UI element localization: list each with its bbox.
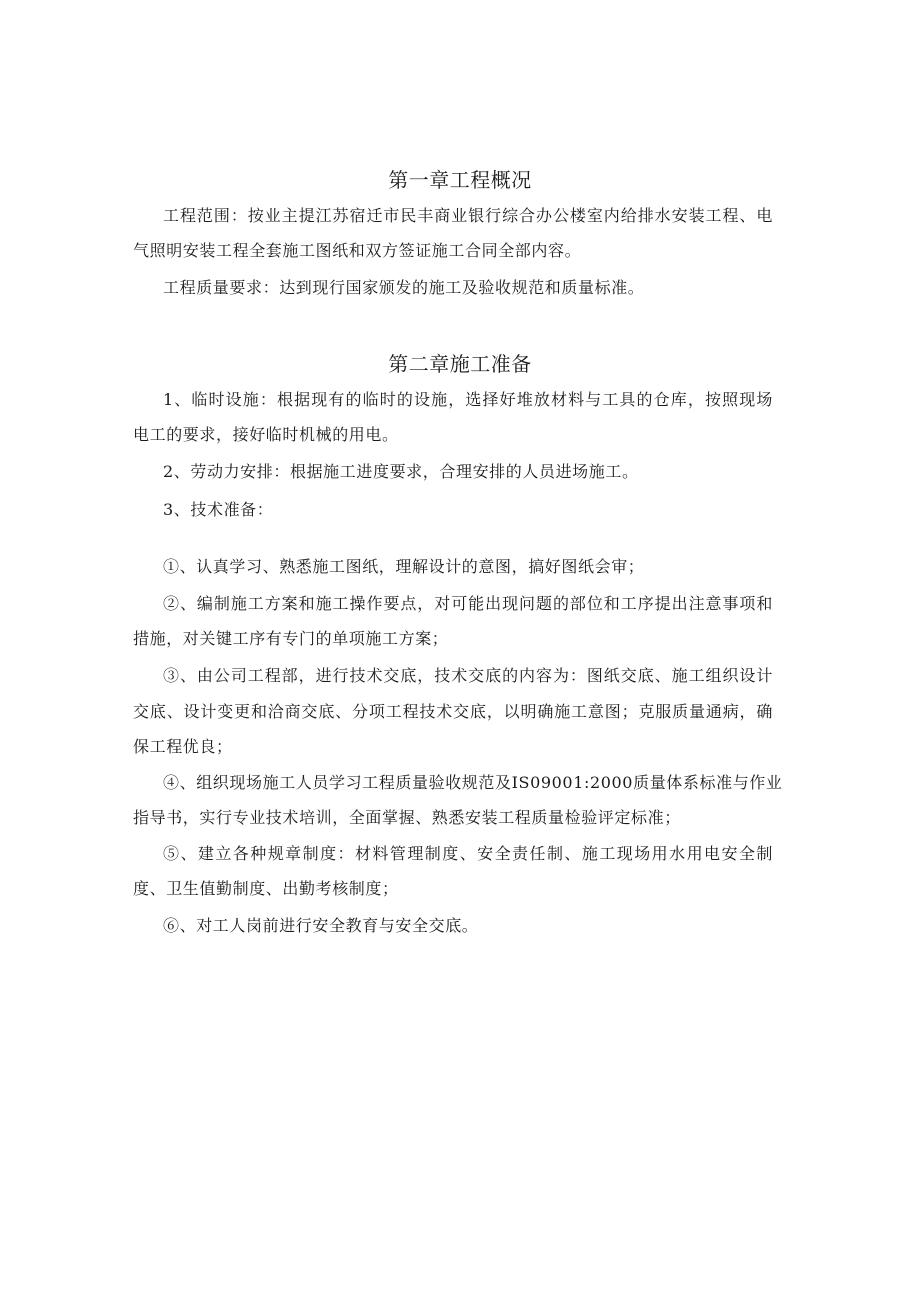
- sub-item-5-line-1: ⑤、建立各种规章制度：材料管理制度、安全责任制、施工现场用水用电安全制: [163, 844, 773, 863]
- scope-line-1: 工程范围：按业主提江苏宿迁市民丰商业银行综合办公楼室内给排水安装工程、电: [163, 206, 773, 225]
- item1-line-2: 电工的要求，接好临时机械的用电。: [133, 425, 399, 444]
- sub-item-4-line-1: ④、组织现场施工人员学习工程质量验收规范及IS09001:2000质量体系标准与作业: [163, 773, 783, 792]
- sub-item-2-line-2: 措施，对关键工序有专门的单项施工方案；: [133, 629, 449, 648]
- sub-item-1: ①、认真学习、熟悉施工图纸，理解设计的意图，搞好图纸会审；: [163, 557, 645, 576]
- sub-item-3-line-1: ③、由公司工程部，进行技术交底，技术交底的内容为：图纸交底、施工组织设计: [163, 666, 773, 685]
- item2-labor: 2、劳动力安排：根据施工进度要求，合理安排的人员进场施工。: [163, 462, 639, 481]
- chapter2-title: 第二章施工准备: [388, 352, 532, 376]
- sub-item-2-line-1: ②、编制施工方案和施工操作要点，对可能出现问题的部位和工序提出注意事项和: [163, 594, 773, 613]
- chapter1-title: 第一章工程概况: [388, 168, 532, 192]
- quality-requirement: 工程质量要求：达到现行国家颁发的施工及验收规范和质量标准。: [163, 278, 645, 297]
- sub-item-4-line-2: 指导书，实行专业技术培训，全面掌握、熟悉安装工程质量检验评定标准；: [133, 808, 681, 827]
- sub-item-6: ⑥、对工人岗前进行安全教育与安全交底。: [163, 916, 479, 935]
- sub-item-3-line-3: 保工程优良；: [133, 737, 233, 756]
- item3-technical: 3、技术准备：: [163, 500, 274, 519]
- sub-item-3-line-2: 交底、设计变更和洽商交底、分项工程技术交底，以明确施工意图；克服质量通病，确: [133, 702, 773, 721]
- sub-item-5-line-2: 度、卫生值勤制度、出勤考核制度；: [133, 879, 399, 898]
- scope-line-2: 气照明安装工程全套施工图纸和双方签证施工合同全部内容。: [133, 241, 582, 260]
- item1-line-1: 1、临时设施：根据现有的临时的设施，选择好堆放材料与工具的仓库，按照现场: [163, 390, 773, 409]
